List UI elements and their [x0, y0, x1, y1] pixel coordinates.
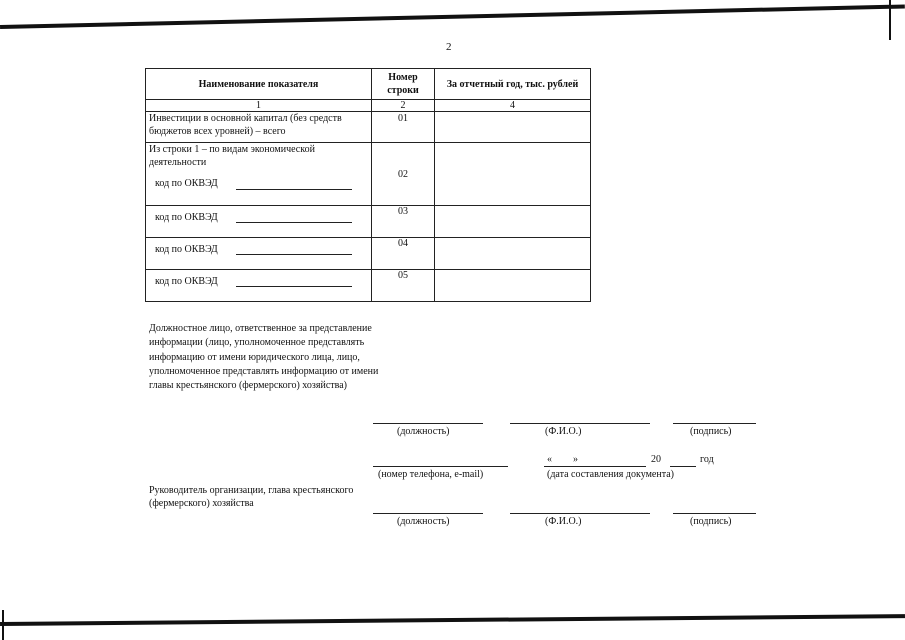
okved-label: код по ОКВЭД: [155, 178, 218, 189]
position-caption: (должность): [397, 426, 450, 437]
okved-label: код по ОКВЭД: [155, 276, 218, 287]
indicators-table: [145, 68, 591, 302]
column-numbers-row: [146, 100, 591, 112]
value-cell[interactable]: [435, 238, 591, 270]
year-word: год: [700, 454, 714, 465]
row-code: 05: [372, 270, 435, 302]
table-header-row: [146, 69, 591, 100]
scan-edge-right: [889, 0, 891, 40]
column-number: 2: [372, 100, 435, 112]
okved-input-line[interactable]: [236, 272, 352, 287]
value-cell[interactable]: [435, 112, 591, 143]
okved-field: [149, 240, 368, 255]
table-row: [146, 270, 591, 302]
row-label: Из строки 1 – по видам экономической деятельности: [149, 144, 315, 168]
scan-edge-left: [2, 610, 4, 640]
table-row: [146, 206, 591, 238]
row-label-cell: [146, 143, 372, 206]
value-cell[interactable]: [435, 270, 591, 302]
header-indicator: Наименование показателя: [146, 69, 372, 100]
date-quote-open: «: [547, 454, 552, 465]
column-number: 4: [435, 100, 591, 112]
row-code: 02: [372, 143, 435, 206]
row-label: Инвестиции в основной капитал (без средств бюджетов всех уровней) – всего: [146, 112, 372, 143]
page-number: 2: [446, 41, 452, 53]
row-label-cell: [146, 206, 372, 238]
signature-caption: (подпись): [690, 426, 732, 437]
okved-field: [149, 208, 368, 223]
position-line[interactable]: [373, 423, 483, 424]
table-row: [146, 238, 591, 270]
okved-label: код по ОКВЭД: [155, 212, 218, 223]
okved-input-line[interactable]: [236, 208, 352, 223]
name-line[interactable]: [510, 423, 650, 424]
header-year-value: За отчетный год, тыс. рублей: [435, 69, 591, 100]
table-row: [146, 112, 591, 143]
date-quote-close: »: [573, 454, 578, 465]
row-code: 04: [372, 238, 435, 270]
date-line[interactable]: [544, 466, 646, 467]
header-row-number: Номер строки: [372, 69, 435, 100]
position-line[interactable]: [373, 513, 483, 514]
year-line[interactable]: [670, 466, 696, 467]
head-of-organization-text: Руководитель организации, глава крестьянского (фермерского) хозяйства: [149, 485, 354, 509]
signature-line[interactable]: [673, 513, 756, 514]
name-caption: (Ф.И.О.): [545, 426, 582, 437]
table-row: [146, 143, 591, 206]
okved-label: код по ОКВЭД: [155, 244, 218, 255]
row-code: 03: [372, 206, 435, 238]
signature-line[interactable]: [673, 423, 756, 424]
year-prefix: 20: [651, 454, 661, 465]
phone-line[interactable]: [373, 466, 508, 467]
responsible-person-text: Должностное лицо, ответственное за представление информации (лицо, уполномоченное представлять информацию от имени юридического лица, лицо, уполномоченное представлять информацию от имени главы крестьянского (фермерского) хозяйства): [149, 323, 379, 392]
okved-field: [149, 175, 368, 190]
date-caption: (дата составления документа): [547, 469, 674, 480]
okved-input-line[interactable]: [236, 175, 352, 190]
name-caption: (Ф.И.О.): [545, 516, 582, 527]
position-caption: (должность): [397, 516, 450, 527]
value-cell[interactable]: [435, 143, 591, 206]
phone-caption: (номер телефона, e-mail): [378, 469, 484, 480]
column-number: 1: [146, 100, 372, 112]
row-label-cell: [146, 238, 372, 270]
scan-edge-bottom: [0, 614, 905, 626]
scan-edge-top: [0, 4, 905, 29]
value-cell[interactable]: [435, 206, 591, 238]
row-code: 01: [372, 112, 435, 143]
okved-field: [149, 272, 368, 287]
signature-caption: (подпись): [690, 516, 732, 527]
row-label-cell: [146, 270, 372, 302]
name-line[interactable]: [510, 513, 650, 514]
okved-input-line[interactable]: [236, 240, 352, 255]
